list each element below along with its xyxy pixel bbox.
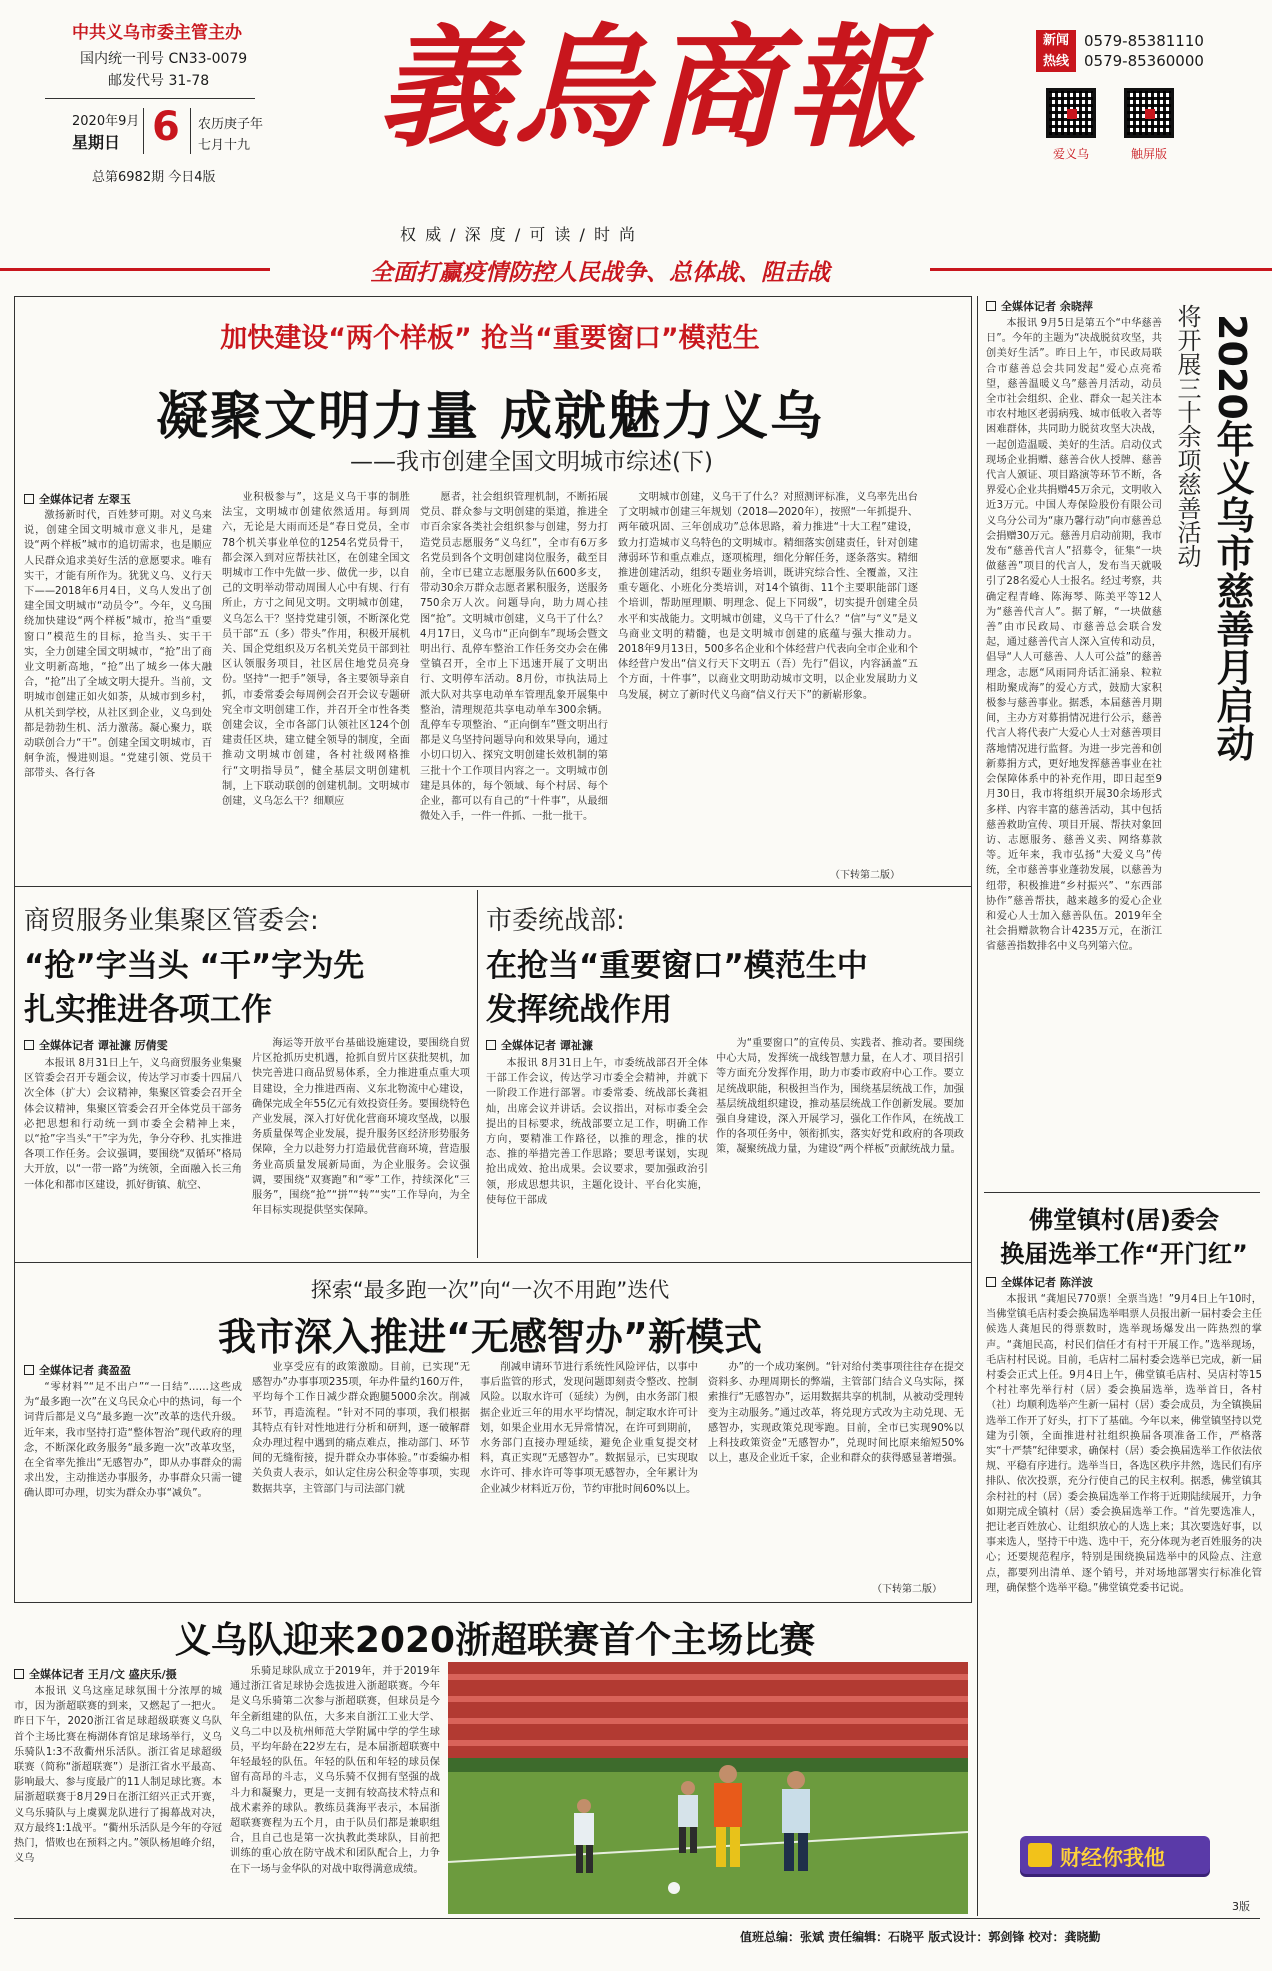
byline-text: 全媒体记者 谭祉濂 bbox=[501, 1039, 593, 1052]
paragraph: 本报讯 9月5日是第五个“中华慈善日”。今年的主题为“决战脱贫攻坚，共创美好生活”。昨日上午，市民政局联合市慈善总会共同发起“爱心点亮希望，慈善温暖义乌”慈善月活动，动员全市社会组织、企业、群众一起关注本市农村地区老弱病残、城市低收入者等困难群体，共同助力脱贫攻坚大决战，一起创造温暖、美好的生活。启动仪式现场企业捐赠、慈善合伙人授牌、慈善代言人颁证、项目路演等环节不断，各界爱心企业共捐赠45万余元，文明收入近3万元。中国人寿保险股份有限公司义乌分公司为“康乃馨行动”向市慈善总会捐赠30万元。慈善月启动前期，我市发布“慈善代言人”招募令，征集“一块做慈善”项目的代言人，发布当天就吸引了28名爱心人士报名。经过考察，共确定程青峰、陈海琴、陈美平等12人为“慈善代言人”。据了解，“一块做慈善”由市民政局、市慈善总会联合发起，通过慈善代言人深入宣传和动员，倡导“人人可慈善、人人可公益”的慈善理念，志愿“风雨同舟话汇涌泉、粒粒相助聚成海”的爱心方式，鼓励大家积极参与慈善事业。据悉，本届慈善月期间，主办方对募捐情况进行公示，慈善代言人将代表广大爱心人士对慈善项目落地情况进行监督。为进一步完善和创新募捐方式，更好地发挥慈善事业在社会保障体系中的补充作用，即日起至9月30日，我市将组织开展30余场形式多样、内容丰富的慈善活动，其中包括慈善救助宣传、项目开展、帮扶对象回访、志愿服务、慈善义卖、网络募款等。近年来，我市弘扬“大爱义乌”传统，全市慈善事业蓬勃发展，以慈善为纽带，积极推进“乡村振兴”、“东西部协作”慈善帮扶，越来越多的爱心企业和爱心人士加入慈善队伍。2019年全社会捐赠款物合计4235万元，在浙江省慈善指数排名中义乌列第六位。 bbox=[986, 318, 1162, 953]
slogan: 权 威 / 深 度 / 可 读 / 时 尚 bbox=[400, 225, 638, 244]
right2-headline-1: 佛堂镇村(居)委会 bbox=[1029, 1206, 1219, 1234]
lead-col-4 bbox=[618, 490, 918, 868]
lunar-line-1: 农历庚子年 bbox=[198, 117, 264, 132]
bottom-kicker: 探索“最多跑一次”向“一次不用跑”迭代 bbox=[310, 1278, 670, 1302]
bottom-col-4 bbox=[708, 1360, 964, 1582]
hotline-tag bbox=[1036, 30, 1076, 72]
phone-1: 0579-85381110 bbox=[1084, 32, 1204, 50]
lead-col-3 bbox=[420, 490, 608, 880]
paragraph: 激扬新时代，百姓梦可期。对义乌来说，创建全国文明城市意义非凡，是建设“两个样板”城市的追切需求，也是顺应人民群众追求美好生活的意愿要求。唯有实干，才能有所作为。犹犹义乌、义行天下——2018年6月4日，义乌人发出了创建全国文明城市“动员令”。今年，义乌围绕加快建设“两个样板”城市，抢当“重要窗口”模范生的目标，抢当头、实干干实，全力创建全国文明城市，“抢”出了商业文明新高地，“抢”出了城乡一体大融合，“抢”出了全域文明大提升。当前，文明城市创建正如火如荼，从城市到乡村，从机关到学校，从社区到企业，义乌到处都是勃勃生机、活力激荡。凝心聚力，联动联创合力“干”。创建全国文明城市，百舸争流，慢进则退。“党建引领、党员干部带头、各行各 bbox=[24, 510, 212, 780]
mid-byline bbox=[486, 1037, 593, 1053]
byline-text: 全媒体记者 龚盈盈 bbox=[39, 1364, 131, 1377]
lead-headline: 凝聚文明力量 成就魅力义乌 bbox=[155, 387, 825, 447]
lead-kicker: 加快建设“两个样板” 抢当“重要窗口”模范生 bbox=[220, 323, 760, 354]
bottom-headline: 我市深入推进“无感智办”新模式 bbox=[218, 1315, 762, 1359]
promo-badge[interactable] bbox=[1020, 1836, 1210, 1874]
paragraph: 本报讯 “龚旭民770票！全票当选！”9月4日上午10时，当佛堂镇毛店村委会换届选举唱票人员报出新一届村委会主任候选人龚旭民的得票数时，选举现场爆发出一阵热烈的掌声。“龚旭民高，村民们信任才有村干开展工作。”选举现场，毛店村村民说。目前，毛店村二届村委会选举已完成，新一届村委会正式上任。9月4日上午，佛堂镇毛店村、吴店村等15个村社率先举行村（居）委会换届选举，选举首日，各村（社）均顺利选举产生新一届村（居）委会成员，为全镇换届选举工作开了好头，打下了基础。今年以来，佛堂镇坚持以党建为引领，全面推进村社组织换届各项准备工作，严格落实“十严禁”纪律要求，确保村（居）委会换届选举工作依法依规、平稳有序进行。选举当日，各选区秩序井然，选民们有序排队、依次投票，充分行使自己的民主权利。据悉，佛堂镇其余村社的村（居）委会换届选举工作将于近期陆续展开，力争如期完成全镇村（居）委会换届选举工作。“首先要选准人，把让老百姓放心、让组织放心的人选上来；其次要选好事，以事来选人，坚持干中选、选中干，充分体现为老百姓服务的决心；还要规范程序，特别是围绕换届选举中的风险点、注意点，都要列出清单、逐个销号，并对场地部署实行标准化管理，确保整个选举平稳。”佛堂镇党委书记说。 bbox=[986, 1294, 1262, 1594]
sports-col-1 bbox=[14, 1684, 222, 1916]
right2-byline bbox=[986, 1274, 1093, 1290]
right1-headline: 2020年义乌市慈善月启动 bbox=[1210, 314, 1254, 762]
qr-code-icon bbox=[1046, 88, 1096, 138]
square-icon bbox=[14, 1669, 24, 1679]
qr-code-icon bbox=[1124, 88, 1174, 138]
lead-col-2 bbox=[222, 490, 410, 880]
right2-col bbox=[986, 1292, 1262, 1820]
mid-headline-2: 发挥统战作用 bbox=[486, 992, 672, 1028]
left-col-1 bbox=[24, 1056, 242, 1252]
paragraph: 业享受应有的政策激励。目前，已实现“无感智办”办事事项235项，年办件量约160万件，平均每个工作日减少群众跑腿5000余次。削减环节，再造流程。“针对不同的事项，我们根据其特点有针对性地进行分析和研判，逐一破解群众办理过程中遇到的痛点难点，推动部门、环节间的无缝衔接，提升群众办事体验。”市委编办相关负责人表示，如认定住房公积金等事项，实现数据共享，主管部门与司法部门就 bbox=[252, 1362, 470, 1495]
football-match-photo bbox=[448, 1662, 968, 1914]
paragraph: 文明城市创建，义乌干了什么？对照测评标准，义乌率先出台了文明城市创建三年规划（2018—2020年），按照“一年抓提升、两年破巩固、三年创成功”总体思路，着力推进“十大工程”建设，致力打造城市义乌特色的文明城市。精细落实创建责任，针对创建薄弱环节和重点难点，逐项梳理，细化分解任务，逐条落实。精细推进创建活动，组织专题业务培训，既讲究综合性、全覆盖，又注重专题化、小班化分类培训，对14个镇街、11个主要职能部门逐个培训，帮助厘理顺、明理念、促上下同级”，切实提升创建全员水平和实战能力。文明城市创建，义乌干了什么？“信”与“义”是义乌商业文明的精髓，也是文明城市创建的底蕴与强大推动力。2018年9月13日，500多名企业和个体经营户代表向全市企业和个体经营户发出“信义行天下文明五（吾）先行”倡议，内容涵盖“五个方面，十件事”，以商业文明助动城市文明，以企业发展助力义乌发展，树立了新时代义乌商“信义行天下”的新崭形象。 bbox=[618, 492, 918, 701]
paragraph: 业积极参与”，这是义乌干事的制胜法宝，文明城市创建依然适用。每到周六，无论是大雨而还是“春日党员，全市78个机关事业单位的1254名党员骨干，都会深入到对应帮扶社区，在创建全国文明城市工作中先做一步、做优一步，以自己的文明举动带动周围人心中有规、行有所止，方寸之间见文明。文明城市创建，义乌怎么干？坚持党建引领，不断深化党员干部“五（多）带头”作用，积极开展机关、国企党组织及万名机关党员干部到社区认领服务项目，社区居住地党员亮身份。坚持“一把手”领导，各主要领导亲自抓，市委常委会每周例会召开会议专题研究全市文明创建工作，并召开全市性各类创建会议，全市各部门认领社区124个创建责任区块，建立健全领导的制度，全面推动文明城市创建，各村社级网格推行“文明指导员”，健全基层文明创建机制，上下联动联创的创建机制。文明城市创建，义乌怎么干？细顺应 bbox=[222, 492, 410, 808]
day-number: 6 bbox=[152, 104, 180, 150]
mid-headline-1: 在抢当“重要窗口”模范生中 bbox=[486, 948, 868, 984]
page-number: 3版 bbox=[1232, 1900, 1250, 1913]
sports-headline: 义乌队迎来2020浙超联赛首个主场比赛 bbox=[174, 1620, 816, 1661]
paragraph: 乐骑足球队成立于2019年，并于2019年通过浙江省足球协会选拔进入浙超联赛。今年是义乌乐骑第二次参与浙超联赛，但球员是今年全新组建的队伍，大多来自浙江工业大学、义乌二中以及杭州师范大学附属中学的学生球员，平均年龄在22岁左右，是本届浙超联赛中年轻最轻的队伍。年轻的队伍和年轻的球员保留有高昂的斗志，义乌乐骑不仅拥有坚强的战斗力和凝聚力，更是一支拥有较高技术特点和战术素养的球队。教练员龚海平表示，本届浙超联赛赛程为五个月，由于队员们都是兼职组合，且自己也是第一次执教此类球队，目前把训练的重心放在防守战术和团队配合上，力争在下一场与金华队的对战中取得满意成绩。 bbox=[230, 1666, 440, 1875]
mid-col-1 bbox=[486, 1056, 708, 1252]
lead-continued: （下转第二版） bbox=[830, 870, 900, 881]
paragraph: 为“重要窗口”的宣传员、实践者、推动者。要围绕中心大局，发挥统一战线智慧力量，在人才、项目招引等方面充分发挥作用，助力市委市政府中心工作。要立足统战职能，积极担当作为，围绕基层统战工作，加强基层统战组织建设，推动基层统战工作创新发展。要加强自身建设，深入开展学习，强化工作作风，在统战工作的各项任务中，领衔抓实，落实好党和政府的各项政策，凝聚统战力量，为建设“两个样板”贡献统战力量。 bbox=[716, 1038, 964, 1156]
left-label: 商贸服务业集聚区管委会: bbox=[24, 906, 319, 936]
square-icon bbox=[24, 1040, 34, 1050]
byline-text: 全媒体记者 余晓萍 bbox=[1001, 300, 1093, 313]
paragraph: 削减申请环节进行系统性风险评估，以事中事后监管的形式，发现问题即刻责令整改、控制风险。以取水许可（延续）为例，由水务部门根据企业近三年的用水平均情况，制定取水许可计划，如果企业用水无异常情况，在许可到期前，水务部门直接办理延续，避免企业重复提交材料，真正实现“无感智办”。数据显示，已实现取水许可、排水许可等事项无感智办，全年累计为企业减少材料近万份，节约审批时间60%以上。 bbox=[480, 1362, 698, 1495]
square-icon bbox=[24, 494, 34, 504]
right2-headline-2: 换届选举工作“开门红” bbox=[1000, 1240, 1248, 1268]
right1-col-upper bbox=[986, 316, 1162, 953]
issue-line: 总第6982期 今日4版 bbox=[92, 170, 216, 185]
right1-subhead: 将开展三十余项慈善活动 bbox=[1173, 304, 1201, 568]
hotline-label-1: 新闻 bbox=[1042, 33, 1069, 48]
bottom-col-1 bbox=[24, 1380, 242, 1594]
editor-credits: 值班总编：张斌 责任编辑：石晓平 版式设计：郭剑锋 校对：龚晓勤 bbox=[740, 1930, 1101, 1944]
byline-text: 全媒体记者 谭祉濂 厉倩雯 bbox=[39, 1039, 168, 1052]
lead-subhead: ——我市创建全国文明城市综述(下) bbox=[350, 449, 713, 475]
banner-slogan: 全面打赢疫情防控人民战争、总体战、阻击战 bbox=[370, 260, 830, 286]
paragraph: 愿者，社会组织管理机制，不断拓展党员、群众参与文明创建的渠道，推进全市百余家各类社会组织参与创建，努力打造党员志愿服务“义乌红”，全市有6万多名党员到各个文明创建岗位服务，截至目前，全市已建立志愿服务队伍600多支，带动30余万群众志愿者累积服务，送服务750余万人次。问题导向，助力周心挂图“抢”。文明城市创建，义乌干了什么？4月17日，义乌市“正向倒车”现场会暨文明出行、乱停车整治工作任务交办会在佛堂镇召开，全市上下迅速开展了文明出行、文明停车活动。8月份，市执法局上派大队对共享电动单车管理乱象开展集中整治，清理规范共享电动单车300余辆。乱停车专项整治、“正向倒车”暨文明出行都是义乌坚持问题导向和效果导向，通过小切口切入、探究文明创建长效机制的第三批十个工作项目内容之一。文明城市创建是具体的，每个领域、每个村居、每个企业，都可以有自己的“十件事”，从最细微处入手，一件一件抓、一批一批干。 bbox=[420, 492, 608, 823]
left-headline-2: 扎实推进各项工作 bbox=[24, 992, 272, 1028]
weekday-line: 星期日 bbox=[72, 133, 121, 152]
lead-col-1 bbox=[24, 508, 212, 880]
sports-col-2 bbox=[230, 1664, 440, 1916]
square-icon bbox=[986, 1277, 996, 1287]
banner-bar bbox=[0, 252, 1272, 286]
byline-text: 全媒体记者 王月/文 盛庆乐/摄 bbox=[29, 1668, 177, 1681]
postal-line: 邮发代号 31-78 bbox=[108, 73, 210, 89]
lunar-line-2: 七月十九 bbox=[198, 138, 251, 153]
qr-label-2: 触屏版 bbox=[1131, 147, 1168, 161]
lead-byline bbox=[24, 491, 131, 507]
bottom-byline bbox=[24, 1362, 131, 1378]
mid-col-2 bbox=[716, 1036, 964, 1252]
left-headline-1: “抢”字当头 “干”字为先 bbox=[24, 948, 365, 984]
gift-box-icon bbox=[1028, 1843, 1052, 1867]
left-byline bbox=[24, 1037, 168, 1053]
promo-label: 财经你我他 bbox=[1060, 1846, 1165, 1870]
qr-label-1: 爱义乌 bbox=[1053, 147, 1090, 161]
issn-line: 国内统一刊号 CN33-0079 bbox=[80, 51, 248, 67]
square-icon bbox=[986, 301, 996, 311]
square-icon bbox=[24, 1365, 34, 1375]
newspaper-title: 義烏商報 bbox=[378, 11, 922, 166]
byline-text: 全媒体记者 陈洋波 bbox=[1001, 1276, 1093, 1289]
bottom-continued: （下转第二版） bbox=[872, 1584, 942, 1595]
phone-2: 0579-85360000 bbox=[1084, 52, 1204, 70]
sponsor-line: 中共义乌市委主管主办 bbox=[72, 23, 242, 43]
paragraph: “零材料”“足不出户”“一日结”……这些成为“最多跑一次”在义乌民众心中的热词，每一个词背后都是义乌“最多跑一次”改革的迭代升级。近年来，我市坚持打造“整体智治”现代政府的理念，不断深化政务服务“最多跑一次”改革攻坚，在全省率先推出“无感智办”，即从办事群众的需求出发，主动推送办事服务，办事群众只需一键确认即可办理，切实为群众办事“减负”。 bbox=[24, 1382, 242, 1500]
square-icon bbox=[486, 1040, 496, 1050]
sports-byline bbox=[14, 1666, 177, 1682]
right1-byline bbox=[986, 298, 1093, 314]
bottom-col-3 bbox=[480, 1360, 698, 1594]
byline-text: 全媒体记者 左翠玉 bbox=[39, 493, 131, 506]
ball bbox=[668, 1882, 680, 1894]
mid-label: 市委统战部: bbox=[486, 906, 625, 936]
paragraph: 本报讯 8月31日上午，义乌商贸服务业集聚区管委会召开专题会议，传达学习市委十四届八次全体（扩大）会议精神，集聚区管委会召开全体会议精神，集聚区管委会召开全体党员干部务必把思想和行动统一到市委全会精神上来，以“抢”字当头“干”字为先，争分夺秒、扎实推进各项工作任务。会议强调，要围绕“双循环”格局大开放，以“一带一路”为统领，全面融入长三角一体化和都市区建设，抓好街镇、航空、 bbox=[24, 1058, 242, 1191]
bottom-col-2 bbox=[252, 1360, 470, 1594]
paragraph: 办”的一个成功案例。“针对给付类事项往往存在提交资料多、办理周期长的弊端，主管部门结合义乌实际，探索推行“无感智办”，运用数据共享的机制，从被动受理转变为主动服务。”通过改革，将兑现方式改为主动兑现、无感智办，实现政策兑现零跑。目前，全市已实现90%以上科技政策资金“无感智办”，兑现时间比原来缩短50%以上，惠及企业近千家，企业和群众的获得感显著增强。 bbox=[708, 1362, 964, 1465]
hotline-label-2: 热线 bbox=[1042, 54, 1069, 69]
left-col-2 bbox=[252, 1036, 470, 1252]
paragraph: 本报讯 义乌这座足球氛围十分浓厚的城市，因为浙超联赛的到来，又燃起了一把火。昨日下午，2020浙江省足球超级联赛义乌队首个主场比赛在梅湖体育馆足球场举行，义乌乐骑队1:3不敌衢州乐活队。浙江省足球超级联赛（简称“浙超联赛”）是浙江省水平最高、影响最大、参与度最广的11人制足球比赛。本届浙超联赛于8月29日在浙江绍兴正式开赛，义乌乐骑队与上虞翼龙队进行了揭幕战对决，双方最终1:1战平。“衢州乐活队是今年的夺冠热门，惜败也在预料之内。”领队杨旭峰介绍，义乌 bbox=[14, 1686, 222, 1865]
date-line: 2020年9月 bbox=[72, 114, 140, 129]
paragraph: 海运等开放平台基础设施建设，要围绕自贸片区抢抓历史机遇，抢抓自贸片区获批契机，加快完善进口商品贸易体系，全力推进重点重大项目建设，全力推进西南、义东北物流中心建设，确保完成全年55亿元有效投资任务。要围绕特色产业发展，深入打好优化营商环境攻坚战，以服务质量保驾企业发展，提升服务区经济形势服务保障，全力以赴努力打造最优营商环境，营造服务业高质量发展新局面，为企业服务。会议强调，要围绕“双赛跑”和“零”工作，持续深化“三服务”，围绕“抢”“拼”“转”“实”工作导向，为全年目标实现提供坚实保障。 bbox=[252, 1038, 470, 1217]
paragraph: 本报讯 8月31日上午，市委统战部召开全体干部工作会议，传达学习市委全会精神，并就下一阶段工作进行部署。市委常委、统战部长龚祖灿，出席会议并讲话。会议指出，对标市委全会提出的目标要求，统战部要立足工作，明确工作方向，要精准工作路径，以推的理念，推的状态、推的举措完善工作思路；要思考谋划，实现抢出成效、抢出成果。会议要求，要加强政治引领，形成思想共识，主题化设计、平台化实施，使每位干部成 bbox=[486, 1058, 708, 1206]
masthead bbox=[0, 0, 1272, 290]
